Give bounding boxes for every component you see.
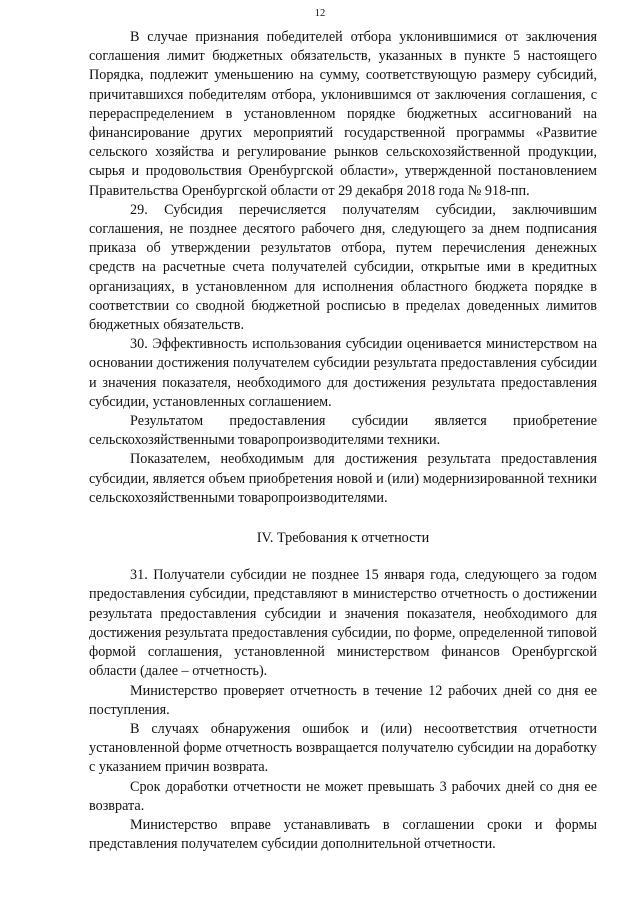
paragraph-refusal-consequences: В случае признания победителей отбора уклонившимися от заключения соглашения лимит бюджетных обязательств, указанных в пункте 5 настоящего Порядка, подлежит уменьшению на сумму, соответствующую размеру субсидий, причитавшихся победителям отбора, уклонившимся от заключения соглашения, с перераспределением в установленном порядке бюджетных ассигнований на финансирование других мероприятий государственной программы «Развитие сельского хозяйства и регулирование рынков сельскохозяйственной продукции, сырья и продовольствия Оренбургской области», утвержденной постановлением Правительства Оренбургской области от 29 декабря 2018 года № 918-пп.	[89, 29, 597, 199]
paragraph-31: 31. Получатели субсидии не позднее 15 января года, следующего за годом предоставления субсидии, представляют в министерство отчетность о достижении результата предоставления субсидии и значения показателя, необходимого для достижения результата предоставления субсидии, по форме, определенной типовой формой соглашения, установленной министерством финансов Оренбургской области (далее – отчетность).	[89, 567, 597, 680]
page-number: 12	[314, 8, 326, 19]
paragraph-result: Результатом предоставления субсидии является приобретение сельскохозяйственными товаропроизводителями техники.	[89, 413, 597, 449]
paragraph-return: В случаях обнаружения ошибок и (или) несоответствия отчетности установленной форме отчетность возвращается получателю субсидии на доработку с указанием причин возврата.	[89, 720, 597, 776]
paragraph-additional-reporting: Министерство вправе устанавливать в соглашении сроки и формы представления получателем субсидии дополнительной отчетности.	[89, 816, 597, 853]
paragraph-revision-term: Срок доработки отчетности не может превышать 3 рабочих дней со дня ее возврата.	[89, 778, 597, 814]
paragraph-30: 30. Эффективность использования субсидии оценивается министерством на основании достижения получателем субсидии результата предоставления субсидии и значения показателя, необходимого для достижения результата предоставления субсидии, установленных соглашением.	[89, 336, 597, 410]
paragraph-check-period: Министерство проверяет отчетность в течение 12 рабочих дней со дня ее поступления.	[89, 682, 597, 718]
paragraph-29: 29. Субсидия перечисляется получателям субсидии, заключившим соглашения, не позднее десятого рабочего дня, следующего за днем подписания приказа об утверждении результатов отбора, путем перечисления денежных средств на расчетные счета получателей субсидии, открытые ими в кредитных организациях, в установленном для исполнения областного бюджета порядке в соответствии со сводной бюджетной росписью в пределах доведенных лимитов бюджетных обязательств.	[89, 201, 597, 334]
paragraph-indicator: Показателем, необходимым для достижения результата предоставления субсидии, является объем приобретения новой и (или) модернизированной техники сельскохозяйственными товаропроизводителями.	[89, 451, 597, 506]
section-heading: IV. Требования к отчетности	[256, 530, 430, 547]
document-body	[89, 28, 597, 854]
